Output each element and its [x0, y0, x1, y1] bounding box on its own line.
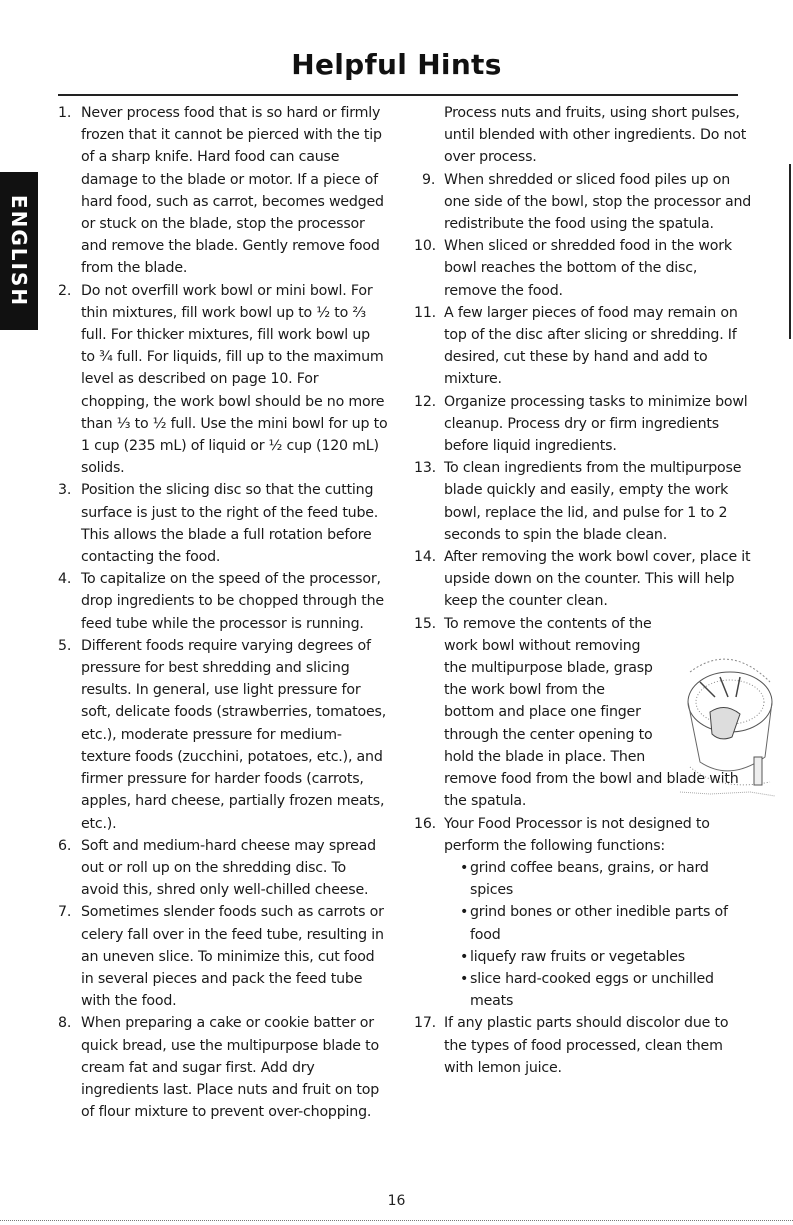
hint-item	[58, 835, 388, 902]
bottom-divider	[0, 1220, 793, 1222]
hint-text: To clean ingredients from the multipurpose blade quickly and easily, empty the work bowl, replace the lid, and pulse for 1 to 2 seconds to spin the blade clean.	[444, 460, 742, 543]
hint-item	[58, 280, 388, 480]
hint-text: When shredded or sliced food piles up on one side of the bowl, stop the processor and redistribute the food using the spatula.	[444, 171, 752, 233]
hint-text: A few larger pieces of food may remain on top of the disc after slicing or shredding. If desired, cut these by hand and add to mixture.	[444, 304, 738, 388]
right-column	[414, 102, 752, 1079]
hint-text: To capitalize on the speed of the processor, drop ingredients to be chopped through the feed tube while the processor is running.	[81, 571, 384, 632]
hint-text: Do not overfill work bowl or mini bowl. For thin mixtures, fill work bowl up to ½ to ⅔ full. For thicker mixtures, fill work bowl up to ¾ full. For liquids, fill up to the maximum level as described on page 10. For chopping, the work bowl should be no more than ⅓ to ½ full. Use the mini bowl for up to 1 cup (235 mL) of liquid or ½ cup (120 mL) solids.	[81, 282, 388, 477]
list-item: • grind bones or other inedible parts of food	[460, 904, 728, 943]
hint-number: 15.	[414, 615, 436, 632]
hint-text: When sliced or shredded food in the work bowl reaches the bottom of the disc, remove the food.	[444, 238, 732, 299]
hint-number: 3.	[58, 482, 72, 499]
hint-text: When preparing a cake or cookie batter or quick bread, use the multipurpose blade to cream fat and sugar first. Add dry ingredients last. Place nuts and fruit on top of flour mixture to prevent over-chopping.	[81, 1015, 380, 1121]
hint-item	[414, 546, 752, 613]
list-item: • liquefy raw fruits or vegetables	[460, 948, 685, 965]
hand-holding-work-bowl-illustration	[670, 642, 780, 802]
hint-text: Soft and medium-hard cheese may spread out or roll up on the shredding disc. To avoid this, shred only well-chilled cheese.	[81, 837, 376, 899]
hint-item	[58, 635, 388, 835]
list-item: • grind coffee beans, grains, or hard spices	[460, 859, 709, 899]
right-margin-rule	[789, 164, 791, 339]
hint-text: To remove the contents of the work bowl without removing the multipurpose blade, grasp the work bowl from the bottom and place one finger through the center opening to hold the blade in place. Then remove food from the bowl and blade with the spatula.	[444, 615, 739, 810]
unsupported-functions-list	[444, 857, 752, 1012]
hint-number: 7.	[58, 904, 72, 921]
hint-number: 12.	[414, 393, 436, 410]
hint-item	[414, 302, 752, 391]
list-item: • slice hard-cooked eggs or unchilled meats	[460, 970, 714, 1010]
hint-number: 5.	[58, 637, 72, 654]
hint-text: If any plastic parts should discolor due to the types of food processed, clean them with lemon juice.	[444, 1015, 729, 1076]
hint-item	[58, 479, 388, 568]
left-column	[58, 102, 388, 1123]
hint-number: 6.	[58, 837, 72, 854]
hint-8-continuation: Process nuts and fruits, using short pulses, until blended with other ingredients. Do not over process.	[444, 105, 747, 166]
hint-text: After removing the work bowl cover, place it upside down on the counter. This will help keep the counter clean.	[444, 549, 751, 610]
hint-item	[414, 235, 752, 302]
hint-item	[58, 901, 388, 1012]
hint-text: Your Food Processor is not designed to perform the following functions:	[444, 815, 710, 854]
hint-item	[414, 169, 752, 236]
hint-item	[58, 102, 388, 280]
hint-number: 9.	[422, 171, 436, 188]
hint-text: Sometimes slender foods such as carrots or celery fall over in the feed tube, resulting in an uneven slice. To minimize this, cut food in several pieces and pack the feed tube with the food.	[81, 904, 384, 1010]
hint-item	[414, 1012, 752, 1079]
hint-number: 10.	[414, 238, 436, 255]
hint-item	[414, 457, 752, 546]
hint-number: 2.	[58, 282, 72, 299]
hint-text: Different foods require varying degrees of pressure for best shredding and slicing results. In general, use light pressure for soft, delicate foods (strawberries, tomatoes, etc.), moderate pressure for medium-texture foods (zucchini, potatoes, etc.), and firmer pressure for harder foods (carrots, apples, hard cheese, partially frozen meats, etc.).	[81, 637, 387, 832]
hint-text: Organize processing tasks to minimize bowl cleanup. Process dry or firm ingredients before liquid ingredients.	[444, 393, 748, 455]
hint-item	[58, 568, 388, 635]
hint-item	[58, 1012, 388, 1123]
hint-text: Never process food that is so hard or firmly frozen that it cannot be pierced with the tip of a sharp knife. Hard food can cause damage to the blade or motor. If a piece of hard food, such as carrot, becomes wedged or stuck on the blade, stop the processor and remove the blade. Gently remove food from the blade.	[81, 105, 384, 277]
hint-text: Position the slicing disc so that the cutting surface is just to the right of the feed tube. This allows the blade a full rotation before contacting the food.	[81, 482, 379, 566]
language-tab-label: ENGLISH	[7, 194, 31, 308]
hint-number: 4.	[58, 571, 72, 588]
language-tab	[0, 172, 38, 330]
hint-number: 16.	[414, 815, 436, 832]
hint-number: 17.	[414, 1015, 436, 1032]
page-number: 16	[387, 1193, 406, 1209]
hint-number: 14.	[414, 549, 436, 566]
hint-number: 11.	[414, 304, 436, 321]
hint-number: 1.	[58, 105, 72, 121]
title-divider	[58, 94, 738, 96]
hint-number: 8.	[58, 1015, 72, 1032]
page-title: Helpful Hints	[291, 48, 502, 81]
hint-item	[414, 813, 752, 1013]
hint-item	[414, 391, 752, 458]
hint-number: 13.	[414, 460, 436, 477]
